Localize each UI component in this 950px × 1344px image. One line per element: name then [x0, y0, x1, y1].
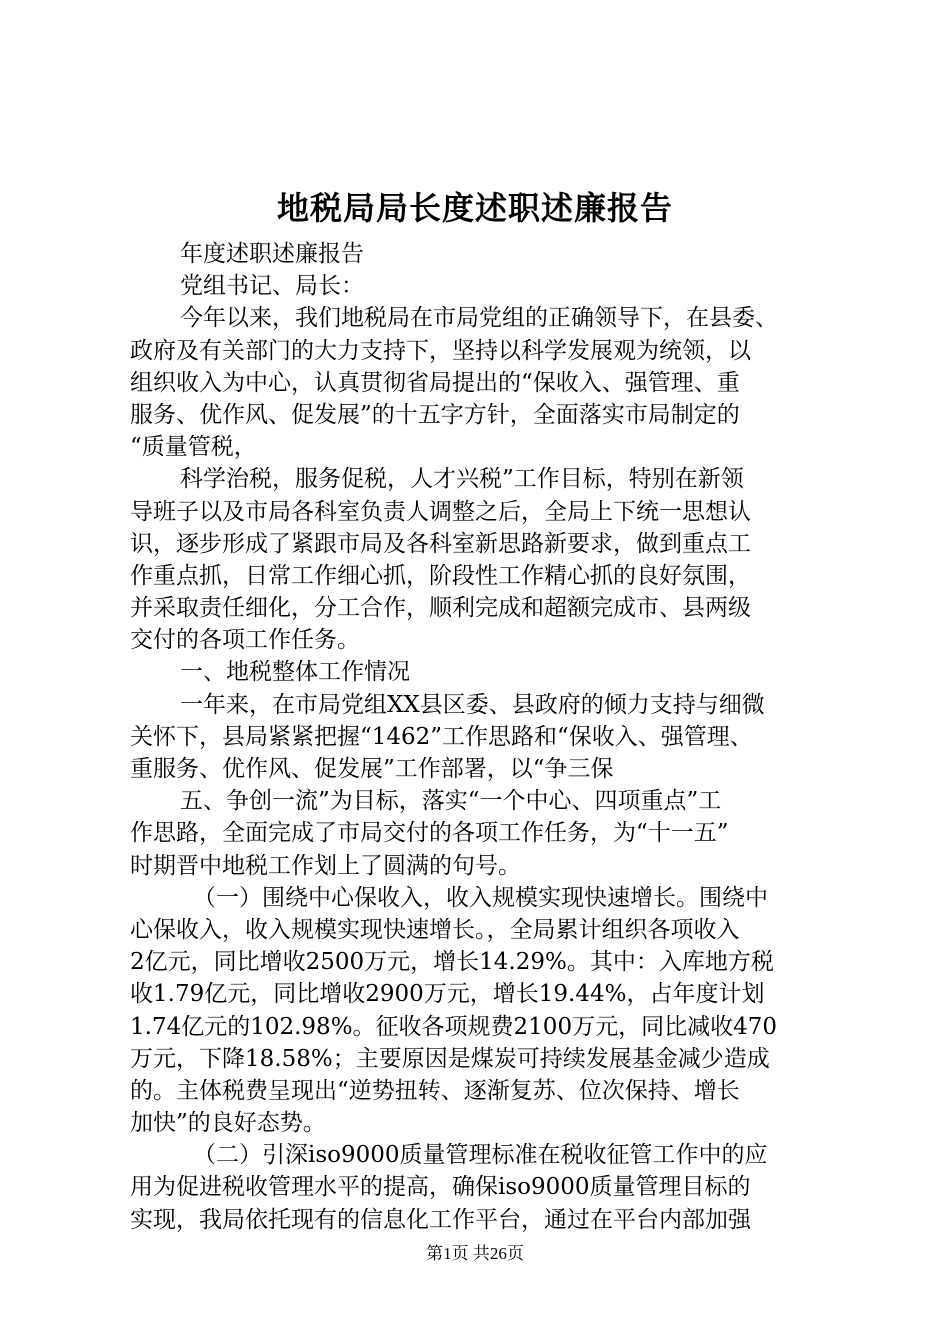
text-line: “质量管税，	[130, 434, 257, 461]
text-line: 年度述职述廉报告	[180, 241, 364, 267]
text-line: 加快”的良好态势。	[130, 1110, 326, 1137]
text-line: 收1.79亿元，同比增收2900万元，增长19.44%，占年度计划	[130, 981, 765, 1008]
text-line: 政府及有关部门的大力支持下，坚持以科学发展观为统领，以	[130, 337, 751, 364]
text-line: 交付的各项工作任务。	[130, 627, 360, 654]
text-line: 组织收入为中心，认真贯彻省局提出的“保收入、强管理、重	[130, 369, 740, 396]
page-footer: 第1页 共26页	[426, 1244, 524, 1263]
section-heading: 一、地税整体工作情况	[180, 659, 410, 686]
text-line: 五、争创一流”为目标，落实“一个中心、四项重点”工	[180, 788, 722, 815]
text-line: 导班子以及市局各科室负责人调整之后，全局上下统一思想认	[130, 498, 751, 525]
text-line: 时期晋中地税工作划上了圆满的句号。	[130, 852, 521, 879]
text-line: 万元，下降18.58%；主要原因是煤炭可持续发展基金减少造成	[130, 1045, 770, 1072]
text-line: 2亿元，同比增收2500万元，增长14.29%。其中：入库地方税	[130, 949, 774, 976]
text-line: 关怀下，县局紧紧把握“1462”工作思路和“保收入、强管理、	[130, 723, 753, 750]
text-line: 党组书记、局长：	[180, 273, 364, 300]
text-line: 识，逐步形成了紧跟市局及各科室新思路新要求，做到重点工	[130, 530, 751, 557]
document-body	[130, 238, 835, 1236]
text-line: 作思路，全面完成了市局交付的各项工作任务，为“十一五”	[130, 820, 729, 847]
text-line: 重服务、优作风、促发展”工作部署，以“争三保	[130, 756, 614, 782]
text-line: 1.74亿元的102.98%。征收各项规费2100万元，同比减收470	[130, 1013, 777, 1040]
text-line: 服务、优作风、促发展”的十五字方针，全面落实市局制定的	[130, 401, 740, 428]
text-line: 作重点抓，日常工作细心抓，阶段性工作精心抓的良好氛围，	[130, 562, 751, 589]
text-line: 并采取责任细化，分工合作，顺利完成和超额完成市、县两级	[130, 595, 751, 622]
document-title: 地税局局长度述职述廉报告	[276, 189, 673, 227]
text-line: 实现，我局依托现有的信息化工作平台，通过在平台内部加强	[130, 1206, 751, 1233]
text-line: 的。主体税费呈现出“逆势扭转、逐渐复苏、位次保持、增长	[130, 1077, 740, 1104]
text-line: 用为促进税收管理水平的提高，确保iso9000质量管理目标的	[130, 1174, 751, 1201]
text-line: 今年以来，我们地税局在市局党组的正确领导下，在县委、	[180, 305, 778, 332]
text-line: 科学治税，服务促税，人才兴税”工作目标，特别在新领	[180, 466, 744, 493]
text-line: 心保收入，收入规模实现快速增长。，全局累计组织各项收入	[130, 916, 740, 943]
subsection-line: （一）围绕中心保收入，收入规模实现快速增长。围绕中	[193, 884, 768, 911]
subsection-line: （二）引深iso9000质量管理标准在税收征管工作中的应	[193, 1142, 768, 1169]
text-line: 一年来，在市局党组XX县区委、县政府的倾力支持与细微	[180, 691, 765, 718]
